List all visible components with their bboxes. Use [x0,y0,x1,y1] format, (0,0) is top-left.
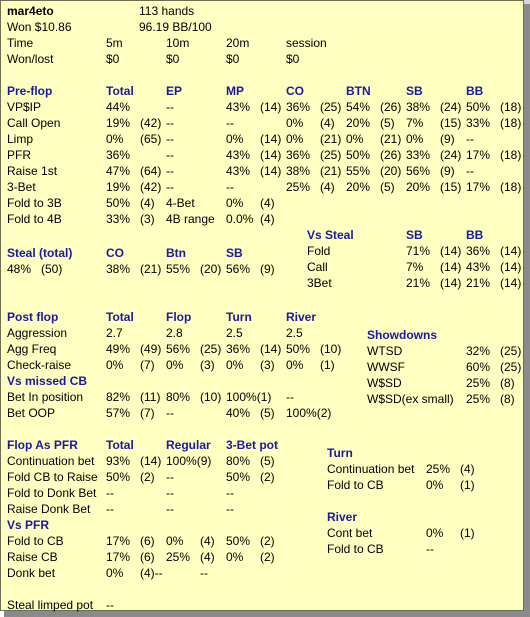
river-value: 0% [426,526,444,540]
turn-value: 0% [426,478,444,492]
postflop-title: Post flop [7,310,59,324]
steal-total-count: (50) [41,262,63,276]
vs-pfr-cell: Donk bet [7,566,56,580]
vs-pfr-cell: -- [200,566,208,580]
flop-pfr-col: Regular [166,438,211,452]
steal-col-btn: Btn [166,246,186,260]
flop-pfr-cell: (2) [260,470,275,484]
missed-cb-cell: (10) [200,390,222,404]
postflop-cell: 2.7 [106,326,123,340]
preflop-extra-count: (3) [140,212,155,226]
preflop-cell: (25) [320,100,342,114]
preflop-cell: 36% [286,100,311,114]
postflop-cell: (25) [200,342,222,356]
vs-steal-sb-count: (14) [440,276,462,290]
missed-cb-cell: 82% [106,390,131,404]
preflop-cell: 36% [106,148,131,162]
vs-pfr-cell: 0% [166,534,184,548]
preflop-extra-value: 0.0% [226,212,254,226]
flop-pfr-cell: -- [166,486,174,500]
preflop-col-header: EP [166,84,183,98]
flop-pfr-cell: -- [106,486,114,500]
postflop-cell: (49) [140,342,162,356]
turn-value: 25% [426,462,451,476]
session-col-value: $0 [286,52,300,66]
preflop-cell: 3-Bet [7,180,36,194]
showdowns-title: Showdowns [367,328,437,342]
vs-pfr-cell: (4)-- [140,566,163,580]
preflop-cell: -- [166,180,174,194]
river-count: (1) [460,526,475,540]
preflop-cell: (4) [320,180,335,194]
flop-pfr-cell: Fold CB to Raise [7,470,98,484]
preflop-cell: (21) [320,164,342,178]
vs-steal-sb: 7% [406,260,424,274]
popup-shadow-right [524,4,530,617]
missed-cb-cell: -- [286,390,294,404]
river-value: -- [426,542,434,556]
vs-steal-sb: 21% [406,276,431,290]
vs-pfr-cell: 25% [166,550,191,564]
missed-cb-cell: 80% [166,390,191,404]
preflop-cell: 54% [346,100,371,114]
time-label: Time [7,36,34,50]
postflop-cell: (14) [260,342,282,356]
steal-sb-count: (9) [260,262,275,276]
missed-cb-cell: (11) [140,390,161,404]
postflop-cell: 0% [106,358,124,372]
session-col-value: $0 [106,52,120,66]
flop-pfr-cell: (5) [260,454,275,468]
vs-pfr-cell: (4) [200,534,215,548]
flop-pfr-cell: -- [226,486,234,500]
showdown-value: 25% [466,376,491,390]
showdown-value: 25% [466,392,491,406]
flop-pfr-cell: Continuation bet [7,454,95,468]
preflop-cell: 43% [226,164,251,178]
postflop-col-header: Total [106,310,134,324]
postflop-cell: (7) [140,358,155,372]
preflop-cell: (14) [260,148,282,162]
missed-cb-cell: -- [166,406,174,420]
vs-pfr-cell: 0% [226,550,244,564]
postflop-cell: (3) [200,358,215,372]
preflop-cell: 19% [106,180,131,194]
preflop-cell: (26) [380,100,402,114]
vs-steal-bb-count: (14) [500,276,522,290]
preflop-cell: Limp [7,132,34,146]
preflop-cell: VP$IP [7,100,42,114]
preflop-cell: (65) [140,132,162,146]
flop-pfr-cell: Fold to Donk Bet [7,486,97,500]
preflop-cell: -- [226,116,234,130]
vs-steal-sb: 71% [406,244,431,258]
preflop-cell: (9) [440,132,455,146]
missed-cb-cell: (7) [140,406,155,420]
vs-steal-bb-count: (14) [500,244,522,258]
preflop-cell: -- [226,180,234,194]
missed-cb-cell: Bet OOP [7,406,56,420]
session-col-value: $0 [226,52,240,66]
postflop-cell: Check-raise [7,358,72,372]
preflop-cell: (24) [440,148,462,162]
preflop-cell: 19% [106,116,131,130]
preflop-cell: (42) [140,116,162,130]
flop-pfr-title: Flop As PFR [7,438,78,452]
preflop-cell: -- [166,148,174,162]
postflop-col-header: Turn [226,310,252,324]
preflop-cell: (14) [260,100,282,114]
postflop-cell: 2.5 [226,326,243,340]
vs-pfr-cell: (6) [140,534,155,548]
steal-limped-label: Steal limped pot [7,598,94,612]
flop-pfr-cell: -- [166,502,174,516]
showdown-count: (25) [500,344,522,358]
steal-title: Steal (total) [7,246,73,260]
session-col-header: 5m [106,36,123,50]
postflop-cell: 0% [286,358,304,372]
preflop-cell: 47% [106,164,131,178]
flop-pfr-cell: (14) [140,454,162,468]
flop-pfr-cell: 50% [226,470,251,484]
preflop-col-header: SB [406,84,423,98]
preflop-extra-count2: (4) [260,212,275,226]
vs-steal-sb-count: (14) [440,260,462,274]
preflop-cell: 20% [406,180,431,194]
hands-count: 113 hands [139,4,195,18]
preflop-col-header: Total [106,84,134,98]
steal-limped-value: -- [106,598,114,612]
preflop-title: Pre-flop [7,84,53,98]
preflop-cell: (14) [260,132,282,146]
preflop-cell: (9) [440,164,455,178]
session-col-header: 10m [166,36,190,50]
showdown-count: (8) [500,392,515,406]
vs-pfr-cell: 50% [226,534,251,548]
preflop-cell: 56% [406,164,431,178]
vs-pfr-cell: (2) [260,550,275,564]
postflop-cell: 36% [226,342,251,356]
showdown-value: 60% [466,360,491,374]
preflop-cell: 0% [226,132,244,146]
preflop-cell: 36% [286,148,311,162]
preflop-cell: 25% [286,180,311,194]
preflop-extra-label2: 4-Bet [166,196,195,210]
preflop-cell: 20% [346,116,371,130]
turn-count: (4) [460,462,475,476]
postflop-cell: Aggression [7,326,68,340]
postflop-cell: (10) [320,342,342,356]
preflop-cell: (5) [380,116,395,130]
preflop-cell: (18) [500,116,522,130]
postflop-cell: 50% [286,342,311,356]
preflop-cell: (21) [320,132,342,146]
flop-pfr-col: 3-Bet pot [226,438,278,452]
preflop-cell: (4) [320,116,335,130]
steal-col-sb: SB [226,246,243,260]
steal-btn: 55% [166,262,191,276]
preflop-col-header: CO [286,84,304,98]
steal-total: 48% [7,262,32,276]
vs-steal-label: 3Bet [307,276,332,290]
preflop-cell: 17% [466,180,491,194]
preflop-cell: 55% [346,164,371,178]
postflop-cell: 0% [226,358,244,372]
preflop-col-header: BB [466,84,484,98]
preflop-cell: (64) [140,164,162,178]
postflop-cell: 49% [106,342,131,356]
preflop-extra-value: 0% [226,196,244,210]
showdown-label: W$SD [367,376,402,390]
preflop-cell: -- [166,116,174,130]
preflop-cell: (24) [440,100,462,114]
vs-missed-cb-title: Vs missed CB [7,374,88,388]
flop-pfr-cell: -- [166,470,174,484]
preflop-extra-label: Fold to 3B [7,196,62,210]
postflop-cell: Agg Freq [7,342,57,356]
turn-label: Fold to CB [327,478,384,492]
vs-pfr-cell: 17% [106,534,131,548]
preflop-cell: 0% [286,116,304,130]
missed-cb-cell: 100%(2) [286,406,332,420]
steal-co: 38% [106,262,131,276]
vs-pfr-cell: 0% [106,566,124,580]
preflop-cell: (15) [440,180,462,194]
vs-steal-sb-count: (14) [440,244,462,258]
flop-pfr-cell: -- [226,502,234,516]
bb100-rate: 96.19 BB/100 [139,20,212,34]
session-col-header: 20m [226,36,250,50]
preflop-extra-count: (4) [140,196,155,210]
vs-pfr-cell: (4) [200,550,215,564]
flop-pfr-col: Total [106,438,134,452]
preflop-extra-total: 50% [106,196,131,210]
river-title: River [327,510,358,524]
postflop-cell: 2.8 [166,326,183,340]
preflop-cell: (25) [320,148,342,162]
steal-btn-count: (20) [200,262,222,276]
preflop-cell: 43% [226,100,251,114]
turn-label: Continuation bet [327,462,415,476]
preflop-extra-total: 33% [106,212,131,226]
preflop-cell: Raise 1st [7,164,58,178]
vs-steal-title: Vs Steal [307,228,354,242]
postflop-cell: (3) [260,358,275,372]
preflop-cell: 0% [106,132,124,146]
showdown-count: (25) [500,360,522,374]
showdown-label: WTSD [367,344,403,358]
preflop-cell: 20% [346,180,371,194]
steal-col-co: CO [106,246,124,260]
player-name: mar4eto [7,4,54,18]
wonlost-label: Won/lost [7,52,54,66]
preflop-cell: 0% [406,132,424,146]
preflop-extra-label2: 4B range [166,212,215,226]
preflop-cell: 38% [406,100,431,114]
preflop-cell: -- [166,164,174,178]
preflop-cell: -- [166,132,174,146]
preflop-cell: (21) [380,132,402,146]
preflop-cell: PFR [7,148,31,162]
preflop-cell: -- [166,100,174,114]
vs-pfr-cell: (6) [140,550,155,564]
preflop-cell: 44% [106,100,131,114]
showdown-count: (8) [500,376,515,390]
showdown-value: 32% [466,344,491,358]
preflop-cell: (18) [500,100,522,114]
flop-pfr-cell: -- [106,502,114,516]
preflop-cell: Call Open [7,116,61,130]
flop-pfr-cell: 100%(9) [166,454,212,468]
flop-pfr-cell: 50% [106,470,131,484]
postflop-cell: (1) [320,358,335,372]
missed-cb-cell: (5) [260,406,275,420]
preflop-cell: (15) [440,116,462,130]
postflop-cell: 0% [166,358,184,372]
steal-sb: 56% [226,262,251,276]
vs-pfr-cell: (2) [260,534,275,548]
preflop-cell: 50% [466,100,491,114]
preflop-cell: 0% [346,132,364,146]
preflop-cell: 33% [466,116,491,130]
turn-title: Turn [327,446,353,460]
preflop-cell: 17% [466,148,491,162]
preflop-cell: 0% [286,132,304,146]
preflop-col-header: MP [226,84,244,98]
vs-steal-col-bb: BB [466,228,484,242]
preflop-cell: 38% [286,164,311,178]
vs-steal-bb: 43% [466,260,491,274]
preflop-cell: (5) [380,180,395,194]
preflop-cell: -- [466,132,474,146]
postflop-col-header: Flop [166,310,192,324]
preflop-cell: (20) [380,164,402,178]
river-label: Fold to CB [327,542,384,556]
flop-pfr-cell: 80% [226,454,251,468]
postflop-cell: 56% [166,342,191,356]
river-label: Cont bet [327,526,373,540]
postflop-cell: 2.5 [286,326,303,340]
won-amount: Won $10.86 [7,20,72,34]
preflop-extra-count2: (4) [260,196,275,210]
missed-cb-cell: 100%(1) [226,390,272,404]
vs-pfr-cell: Fold to CB [7,534,64,548]
missed-cb-cell: 40% [226,406,251,420]
preflop-cell: -- [466,164,474,178]
session-col-value: $0 [166,52,180,66]
preflop-cell: 43% [226,148,251,162]
preflop-cell: (18) [500,148,522,162]
preflop-cell: (42) [140,180,162,194]
vs-steal-col-sb: SB [406,228,423,242]
showdown-label: WWSF [367,360,405,374]
flop-pfr-cell: (2) [140,470,155,484]
missed-cb-cell: 57% [106,406,131,420]
vs-pfr-cell: 17% [106,550,131,564]
preflop-extra-label: Fold to 4B [7,212,62,226]
showdown-label: W$SD(ex small) [367,392,454,406]
preflop-col-header: BTN [346,84,371,98]
preflop-cell: (14) [260,164,282,178]
session-col-header: session [286,36,327,50]
vs-steal-bb-count: (14) [500,260,522,274]
steal-co-count: (21) [140,262,162,276]
flop-pfr-cell: Raise Donk Bet [7,502,91,516]
preflop-cell: (18) [500,180,522,194]
preflop-cell: 33% [406,148,431,162]
vs-steal-label: Call [307,260,328,274]
vs-steal-label: Fold [307,244,331,258]
turn-count: (1) [460,478,475,492]
vs-pfr-title: Vs PFR [7,518,50,532]
flop-pfr-cell: 93% [106,454,131,468]
vs-steal-bb: 21% [466,276,491,290]
preflop-cell: 7% [406,116,424,130]
missed-cb-cell: Bet In position [7,390,84,404]
preflop-cell: 50% [346,148,371,162]
vs-pfr-cell: Raise CB [7,550,58,564]
preflop-cell: (26) [380,148,402,162]
postflop-col-header: River [286,310,317,324]
vs-steal-bb: 36% [466,244,491,258]
